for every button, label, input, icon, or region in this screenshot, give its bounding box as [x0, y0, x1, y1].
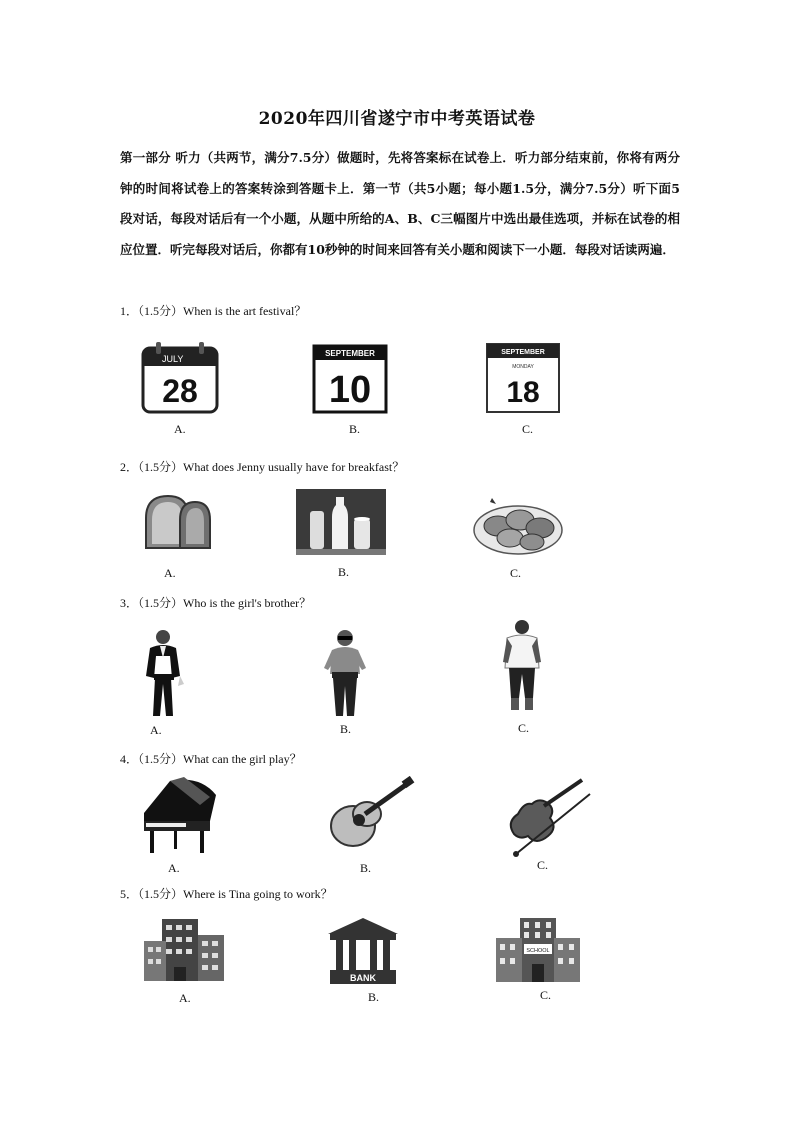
question-5: 5．（1.5分）Where is Tina going to work？	[120, 887, 333, 901]
option-label-b: B.	[360, 861, 372, 875]
option-4b-picture[interactable]	[327, 776, 415, 854]
option-label-a: A.	[168, 861, 180, 875]
calendar-month: SEPTEMBER	[501, 349, 545, 356]
calendar-september-10-icon	[310, 340, 390, 416]
dumplings-icon	[472, 490, 564, 556]
calendar-day: 18	[506, 376, 540, 409]
bread-icon	[140, 490, 214, 552]
option-label-a: A.	[174, 422, 186, 436]
option-label-c: C.	[518, 721, 530, 735]
option-label-a: A.	[179, 991, 191, 1005]
calendar-weekday: MONDAY	[512, 364, 534, 370]
option-2b-picture[interactable]	[296, 489, 386, 555]
option-2c-picture[interactable]	[472, 490, 564, 556]
option-1a-picture[interactable]	[140, 340, 220, 416]
option-1c-picture[interactable]	[483, 340, 563, 416]
option-4a-picture[interactable]	[140, 775, 222, 857]
option-label-c: C.	[537, 858, 549, 872]
option-5a-picture[interactable]	[142, 915, 226, 985]
option-3c-picture[interactable]	[497, 618, 547, 716]
option-label-c: C.	[522, 422, 534, 436]
bank-building-icon	[326, 916, 400, 986]
calendar-september-18-icon	[483, 340, 563, 416]
option-label-c: C.	[540, 988, 552, 1002]
guitar-icon	[327, 776, 415, 854]
option-3a-picture[interactable]	[140, 628, 190, 720]
calendar-month: JULY	[162, 354, 184, 364]
option-label-b: B.	[340, 722, 352, 736]
bank-sign: BANK	[350, 973, 376, 983]
school-sign: SCHOOL	[526, 948, 550, 954]
option-label-b: B.	[368, 990, 380, 1004]
piano-icon	[140, 775, 222, 857]
calendar-july-28-icon	[140, 340, 220, 416]
option-label-b: B.	[349, 422, 361, 436]
question-4: 4．（1.5分）What can the girl play？	[120, 752, 302, 766]
man-with-sunglasses-icon	[320, 628, 370, 720]
calendar-month: SEPTEMBER	[325, 349, 375, 358]
school-building-icon	[494, 914, 582, 984]
option-label-a: A.	[164, 566, 176, 580]
section-instructions: 第一部分 听力（共两节，满分7.5分）做题时，先将答案标在试卷上．听力部分结束前，你将有两分钟的时间将试卷上的答案转涂到答题卡上．第一节（共5小题；每小题1.5分，满分7.5分）听下面5段对话，每段对话后有一个小题，从题中所给的A、B、C三幅图片中选出最佳选项，并标在试卷的相应位置．听完每段对话后，你都有10秒钟的时间来回答有关小题和阅读下一小题．每段对话读两遍．	[120, 150, 680, 257]
calendar-day: 10	[328, 369, 372, 411]
question-2: 2．（1.5分）What does Jenny usually have for breakfast？	[120, 460, 405, 474]
question-1: 1．（1.5分）When is the art festival？	[120, 304, 307, 318]
violin-icon	[500, 774, 596, 858]
milk-bottles-icon	[296, 489, 386, 555]
question-3: 3．（1.5分）Who is the girl's brother？	[120, 596, 312, 610]
option-2a-picture[interactable]	[140, 490, 214, 552]
page-title: 2020年四川省遂宁市中考英语试卷	[258, 109, 536, 129]
man-in-suit-icon	[140, 628, 190, 720]
option-5c-picture[interactable]	[494, 914, 582, 984]
option-label-a: A.	[150, 723, 162, 737]
calendar-day: 28	[162, 373, 198, 409]
option-4c-picture[interactable]	[500, 774, 596, 858]
option-1b-picture[interactable]	[310, 340, 390, 416]
option-5b-picture[interactable]	[326, 916, 400, 986]
man-in-white-shirt-icon	[497, 618, 547, 716]
option-label-b: B.	[338, 565, 350, 579]
hospital-building-icon	[142, 915, 226, 985]
option-3b-picture[interactable]	[320, 628, 370, 720]
option-label-c: C.	[510, 566, 522, 580]
